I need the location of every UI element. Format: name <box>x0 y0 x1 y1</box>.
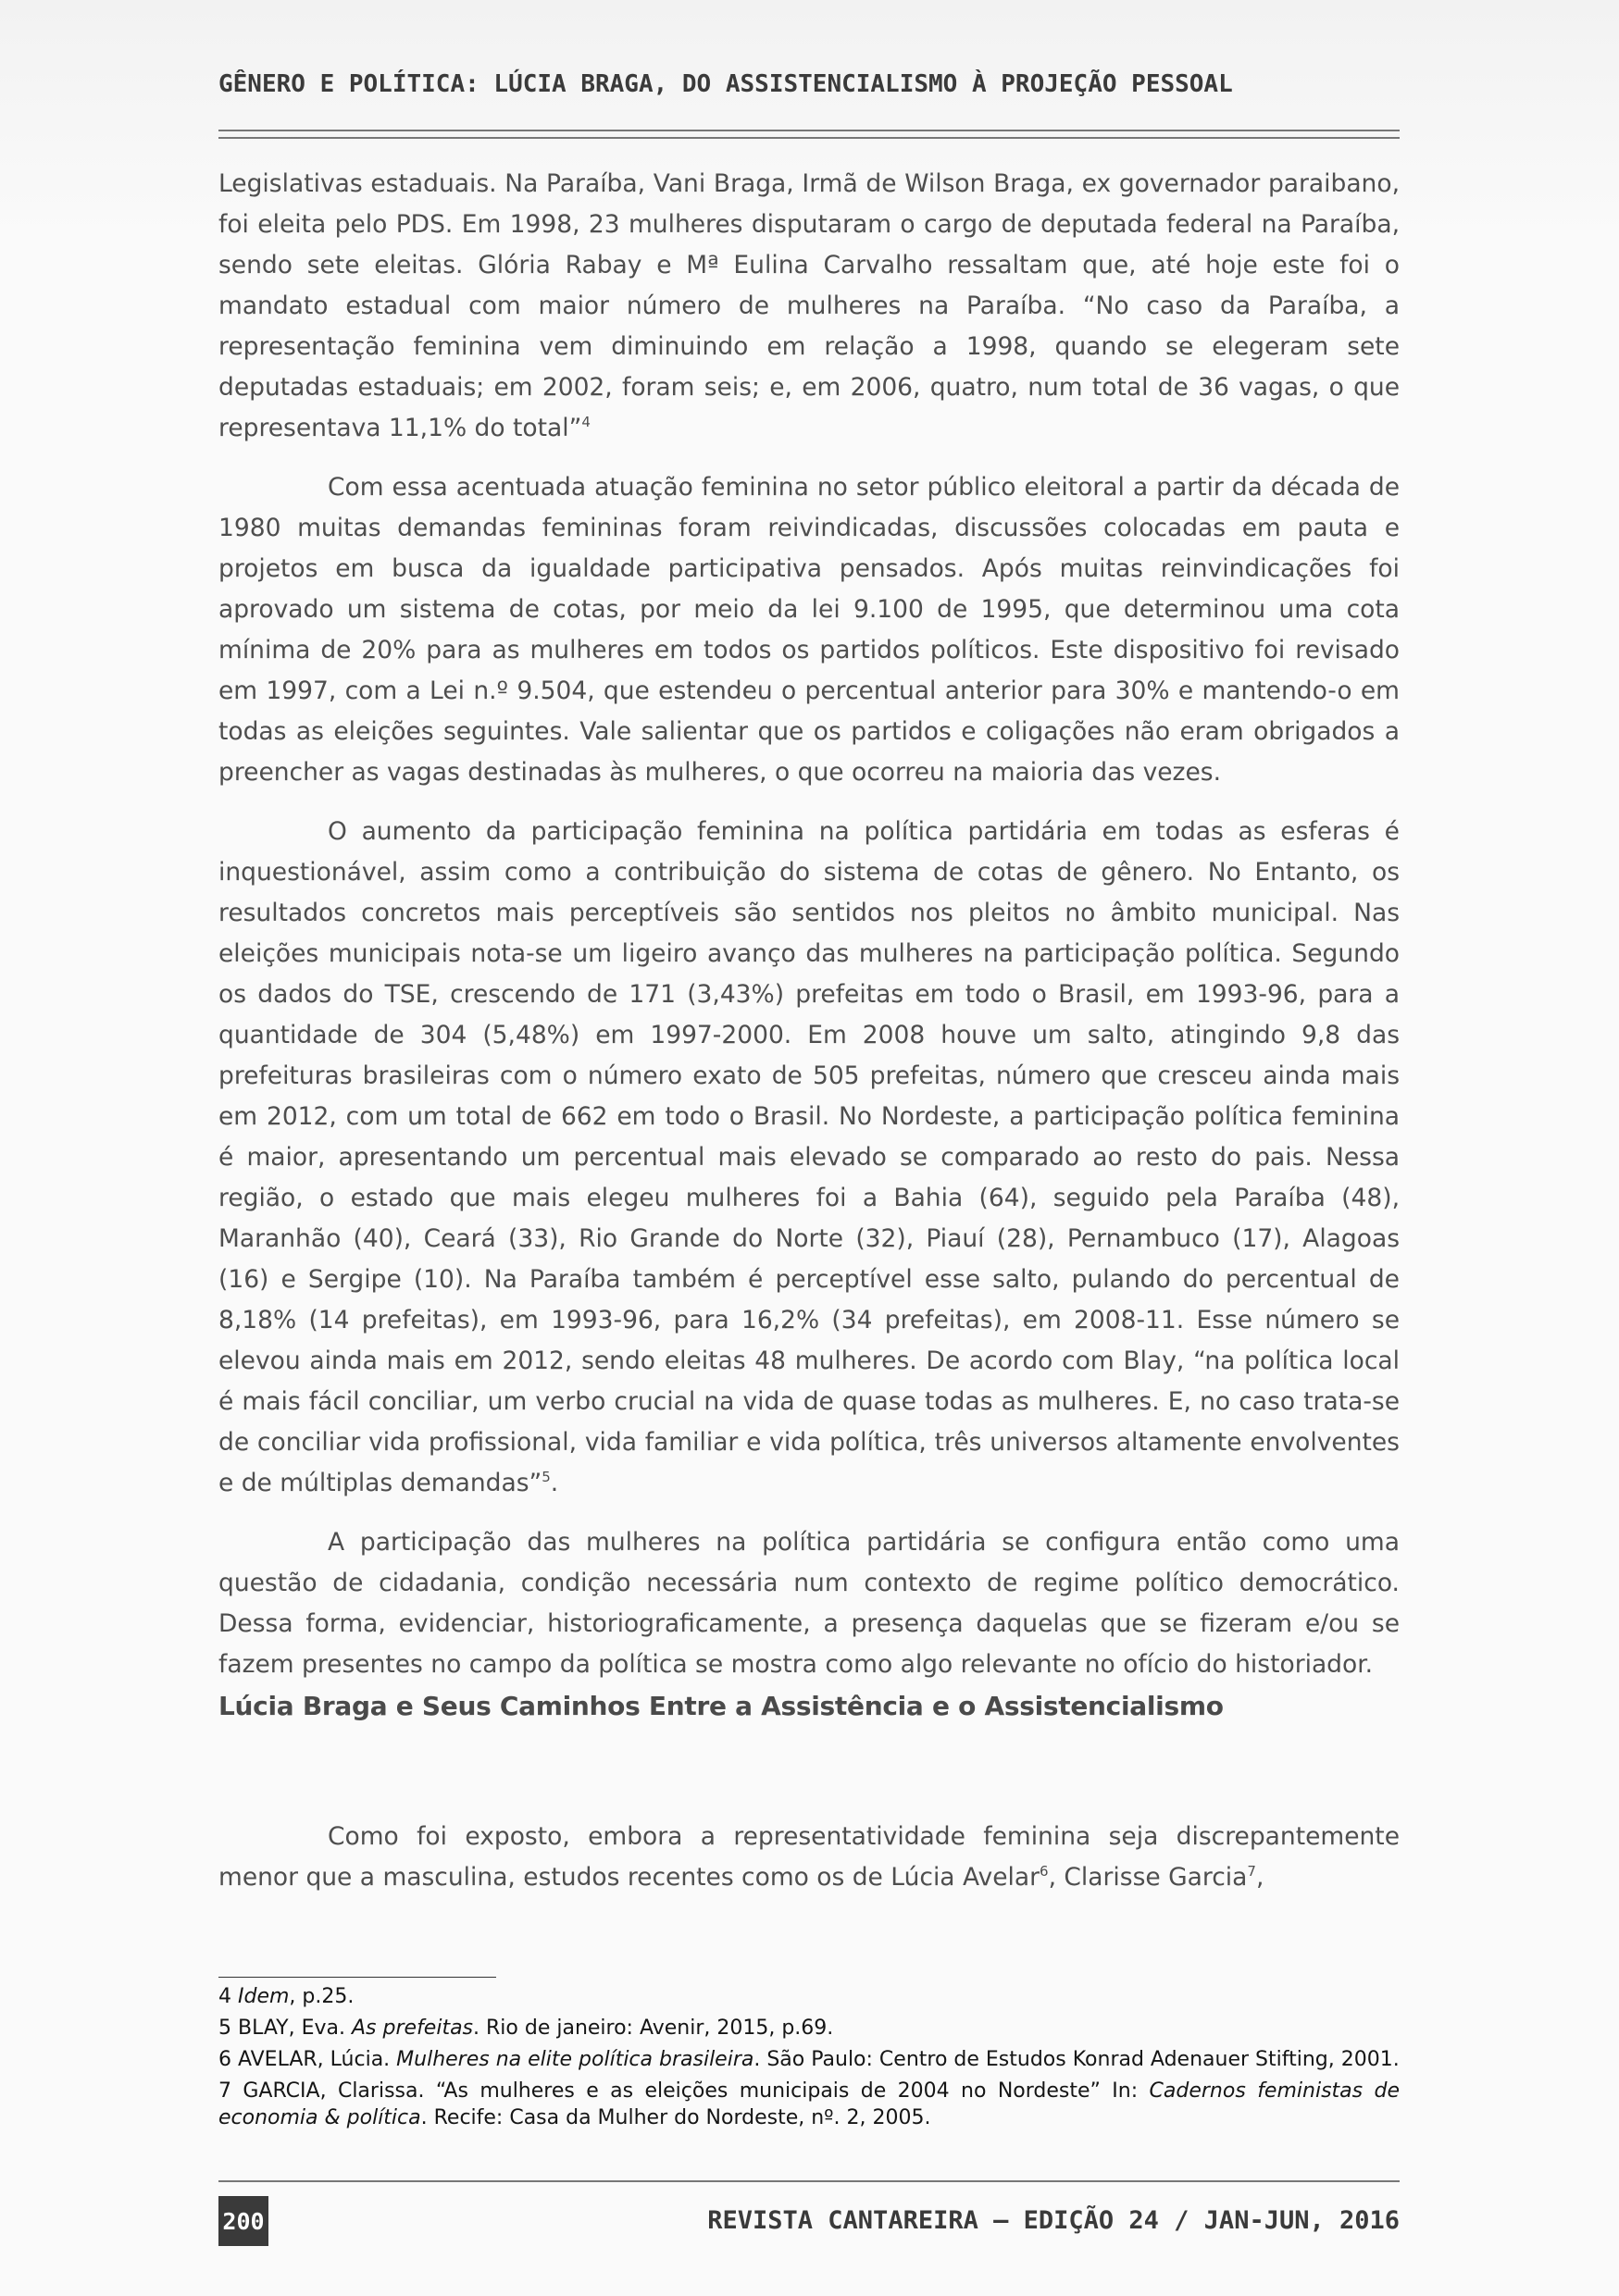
footer-rule <box>218 2180 1400 2182</box>
paragraph-5-text-b: , Clarisse Garcia <box>1048 1863 1248 1892</box>
footnote-6-start: 6 AVELAR, Lúcia. <box>218 2048 397 2071</box>
footnote-5-start: 5 BLAY, Eva. <box>218 2017 352 2040</box>
header-rule-bottom <box>218 137 1400 139</box>
footnote-ref-5[interactable]: 5 <box>542 1469 551 1486</box>
footnotes <box>218 1983 1400 2136</box>
running-header: GÊNERO E POLÍTICA: LÚCIA BRAGA, DO ASSISTENCIALISMO À PROJEÇÃO PESSOAL <box>218 70 1233 98</box>
footnote-ref-4[interactable]: 4 <box>581 414 591 431</box>
paragraph-3 <box>218 812 1400 1504</box>
journal-footer: REVISTA CANTAREIRA – EDIÇÃO 24 / JAN-JUN, 2016 <box>707 2206 1400 2235</box>
footnote-5-rest: . Rio de janeiro: Avenir, 2015, p.69. <box>473 2017 834 2040</box>
footnote-7-rest: . Recife: Casa da Mulher do Nordeste, nº. 2, 2005. <box>420 2106 931 2129</box>
article-body-continued <box>218 1817 1400 1898</box>
paragraph-4: A participação das mulheres na política partidária se configura então como uma questão de cidadania, condição necessária num contexto de regime político democrático. Dessa forma, evidenciar, historiograficamente, a presença daquelas que se fizeram e/ou se fazem presentes no campo da política se mostra como algo relevante no ofício do historiador. <box>218 1528 1400 1679</box>
footnote-4-rest: , p.25. <box>289 1985 355 2008</box>
paragraph-3-text: O aumento da participação feminina na política partidária em todas as esferas é inquestionável, assim como a contribuição do sistema de cotas de gênero. No Entanto, os resultados concretos mais perceptíveis são sentidos nos pleitos no âmbito municipal. Nas eleições municipais nota-se um ligeiro avanço das mulheres na participação política. Segundo os dados do TSE, crescendo de 171 (3,43%) prefeitas em todo o Brasil, em 1993-96, para a quantidade de 304 (5,48%) em 1997-2000. Em 2008 houve um salto, atingindo 9,8 das prefeituras brasileiras com o número exato de 505 prefeitas, número que cresceu ainda mais em 2012, com um total de 662 em todo o Brasil. No Nordeste, a participação política feminina é maior, apresentando um percentual mais elevado se comparado ao resto do pais. Nessa região, o estado que mais elegeu mulheres foi a Bahia (64), seguido pela Paraíba (48), Maranhão (40), Ceará (33), Rio Grande do Norte (32), Piauí (28), Pernambuco (17), Alagoas (16) e Sergipe (10). Na Paraíba também é perceptível esse salto, pulando do percentual de 8,18% (14 prefeitas), em 1993-96, para 16,2% (34 prefeitas), em 2008-11. Esse número se elevou ainda mais em 2012, sendo eleitas 48 mulheres. De acordo com Blay, “na política local é mais fácil conciliar, um verbo crucial na vida de quase todas as mulheres. E, no caso trata-se de conciliar vida profissional, vida familiar e vida política, três universos altamente envolventes e de múltiplas demandas” <box>218 817 1400 1497</box>
footnote-7 <box>218 2078 1400 2131</box>
footnote-4-italic: Idem <box>238 1985 290 2008</box>
page-number: 200 <box>218 2196 268 2246</box>
footnote-4-number: 4 <box>218 1985 238 2008</box>
header-rule-top <box>218 130 1400 131</box>
paragraph-5-text-c: , <box>1255 1863 1264 1892</box>
paragraph-5-text-a: Como foi exposto, embora a representatividade feminina seja discrepantemente menor que a masculina, estudos recentes como os de Lúcia Avelar <box>218 1822 1400 1892</box>
footnote-7-start: 7 GARCIA, Clarissa. “As mulheres e as eleições municipais de 2004 no Nordeste” In: <box>218 2079 1150 2103</box>
paragraph-2: Com essa acentuada atuação feminina no setor público eleitoral a partir da década de 1980 muitas demandas femininas foram reivindicadas, discussões colocadas em pauta e projetos em busca da igualdade participativa pensados. Após muitas reinvindicações foi aprovado um sistema de cotas, por meio da lei 9.100 de 1995, que determinou uma cota mínima de 20% para as mulheres em todos os partidos políticos. Este dispositivo foi revisado em 1997, com a Lei n.º 9.504, que estendeu o percentual anterior para 30% e mantendo-o em todas as eleições seguintes. Vale salientar que os partidos e coligações não eram obrigados a preencher as vagas destinadas às mulheres, o que ocorreu na maioria das vezes. <box>218 473 1400 787</box>
paragraph-5 <box>218 1817 1400 1898</box>
footnote-ref-7[interactable]: 7 <box>1247 1863 1256 1880</box>
footnote-7-italic: Cadernos feministas de economia & política <box>218 2079 1400 2129</box>
footnote-5-italic: As prefeitas <box>352 2017 474 2040</box>
article-body <box>218 164 1400 1704</box>
footnote-5 <box>218 2015 1400 2042</box>
footnote-6-italic: Mulheres na elite política brasileira <box>396 2048 754 2071</box>
footnote-4 <box>218 1983 1400 2010</box>
paragraph-1-text: Legislativas estaduais. Na Paraíba, Vani Braga, Irmã de Wilson Braga, ex governador paraibano, foi eleita pelo PDS. Em 1998, 23 mulheres disputaram o cargo de deputada federal na Paraíba, sendo sete eleitas. Glória Rabay e Mª Eulina Carvalho ressaltam que, até hoje este foi o mandato estadual com maior número de mulheres na Paraíba. “No caso da Paraíba, a representação feminina vem diminuindo em relação a 1998, quando se elegeram sete deputadas estaduais; em 2002, foram seis; e, em 2006, quatro, num total de 36 vagas, o que representava 11,1% do total” <box>218 169 1400 442</box>
footnote-separator <box>218 1977 496 1978</box>
paragraph-3-end: . <box>550 1469 559 1497</box>
footnote-6-rest: . São Paulo: Centro de Estudos Konrad Adenauer Stifting, 2001. <box>753 2048 1400 2071</box>
paragraph-1 <box>218 164 1400 449</box>
section-heading: Lúcia Braga e Seus Caminhos Entre a Assistência e o Assistencialismo <box>218 1691 1224 1721</box>
footnote-6 <box>218 2046 1400 2073</box>
footnote-ref-6[interactable]: 6 <box>1040 1863 1049 1880</box>
